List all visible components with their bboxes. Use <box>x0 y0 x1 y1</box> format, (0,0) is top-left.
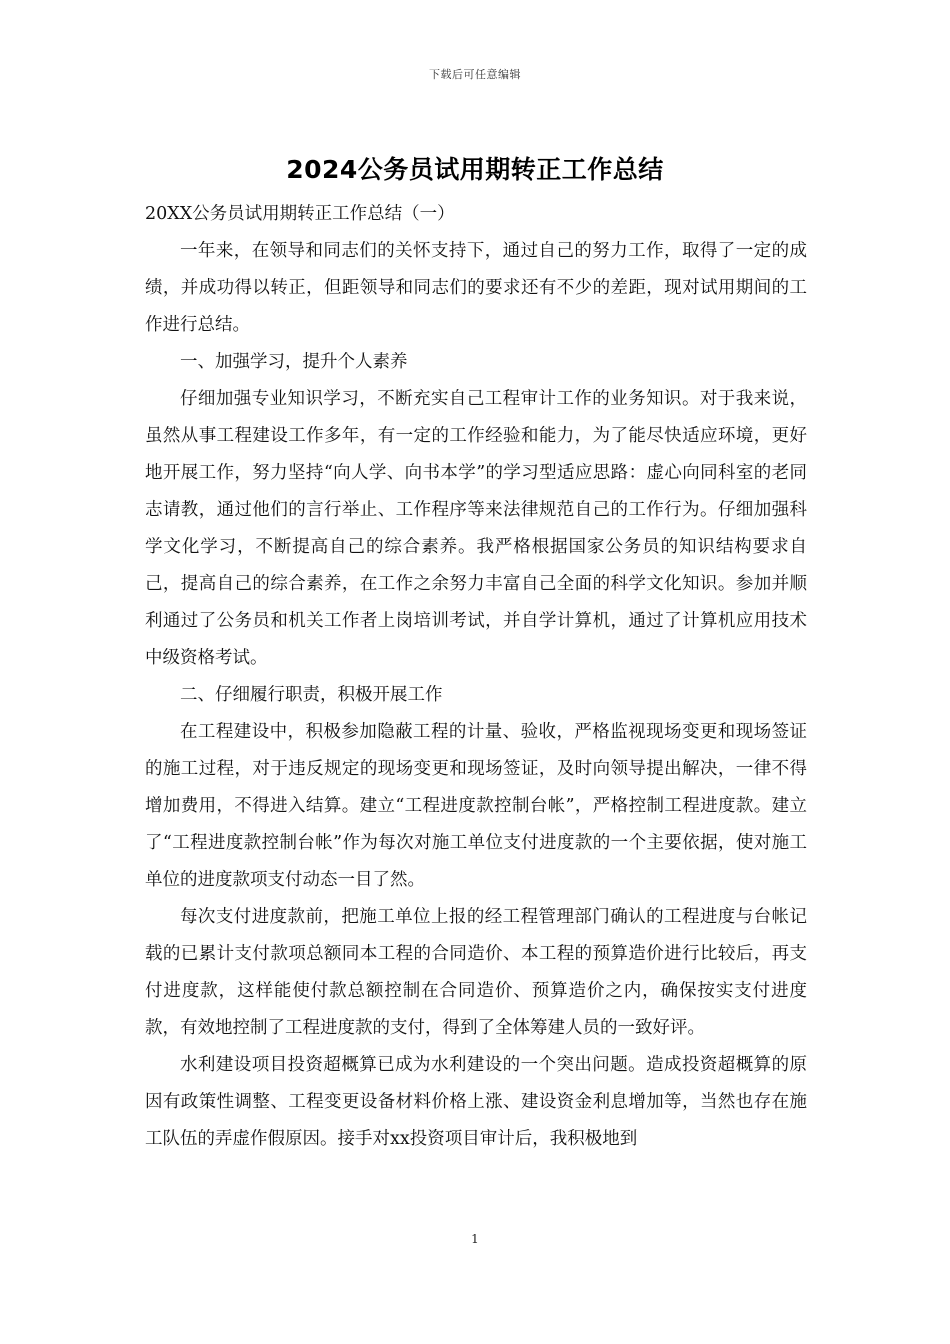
paragraph: 水利建设项目投资超概算已成为水利建设的一个突出问题。造成投资超概算的原因有政策性调整、工程变更设备材料价格上涨、建设资金利息增加等，当然也存在施工队伍的弄虚作假原因。接手对xx投资项目审计后，我积极地到 <box>145 1055 807 1149</box>
paragraph: 仔细加强专业知识学习，不断充实自己工程审计工作的业务知识。对于我来说，虽然从事工程建设工作多年，有一定的工作经验和能力，为了能尽快适应环境，更好地开展工作，努力坚持“向人学、向书本学”的学习型适应思路：虚心向同科室的老同志请教，通过他们的言行举止、工作程序等来法律规范自己的工作行为。仔细加强科学文化学习，不断提高自己的综合素养。我严格根据国家公务员的知识结构要求自己，提高自己的综合素养，在工作之余努力丰富自己全面的科学文化知识。参加并顺利通过了公务员和机关工作者上岗培训考试，并自学计算机，通过了计算机应用技术中级资格考试。 <box>145 389 807 668</box>
paragraph: 在工程建设中，积极参加隐蔽工程的计量、验收，严格监视现场变更和现场签证的施工过程，对于违反规定的现场变更和现场签证，及时向领导提出解决，一律不得增加费用，不得进入结算。建立“工程进度款控制台帐”，严格控制工程进度款。建立了“工程进度款控制台帐”作为每次对施工单位支付进度款的一个主要依据，使对施工单位的进度款项支付动态一目了然。 <box>145 722 807 890</box>
paragraph: 一年来，在领导和同志们的关怀支持下，通过自己的努力工作，取得了一定的成绩，并成功得以转正，但距领导和同志们的要求还有不少的差距，现对试用期间的工作进行总结。 <box>145 241 807 335</box>
section-heading: 二、仔细履行职责，积极开展工作 <box>180 685 443 705</box>
paragraph: 每次支付进度款前，把施工单位上报的经工程管理部门确认的工程进度与台帐记载的已累计支付款项总额同本工程的合同造价、本工程的预算造价进行比较后，再支付进度款，这样能使付款总额控制在合同造价、预算造价之内，确保按实支付进度款，有效地控制了工程进度款的支付，得到了全体筹建人员的一致好评。 <box>145 907 807 1038</box>
paragraph-subtitle: 20XX公务员试用期转正工作总结（一） <box>145 204 455 224</box>
document-title: 2024公务员试用期转正工作总结 <box>286 155 664 184</box>
section-heading: 一、加强学习，提升个人素养 <box>180 352 408 372</box>
page-number: 1 <box>471 1232 479 1246</box>
document-body <box>145 196 807 1158</box>
page-header: 下载后可任意编辑 <box>429 68 521 81</box>
